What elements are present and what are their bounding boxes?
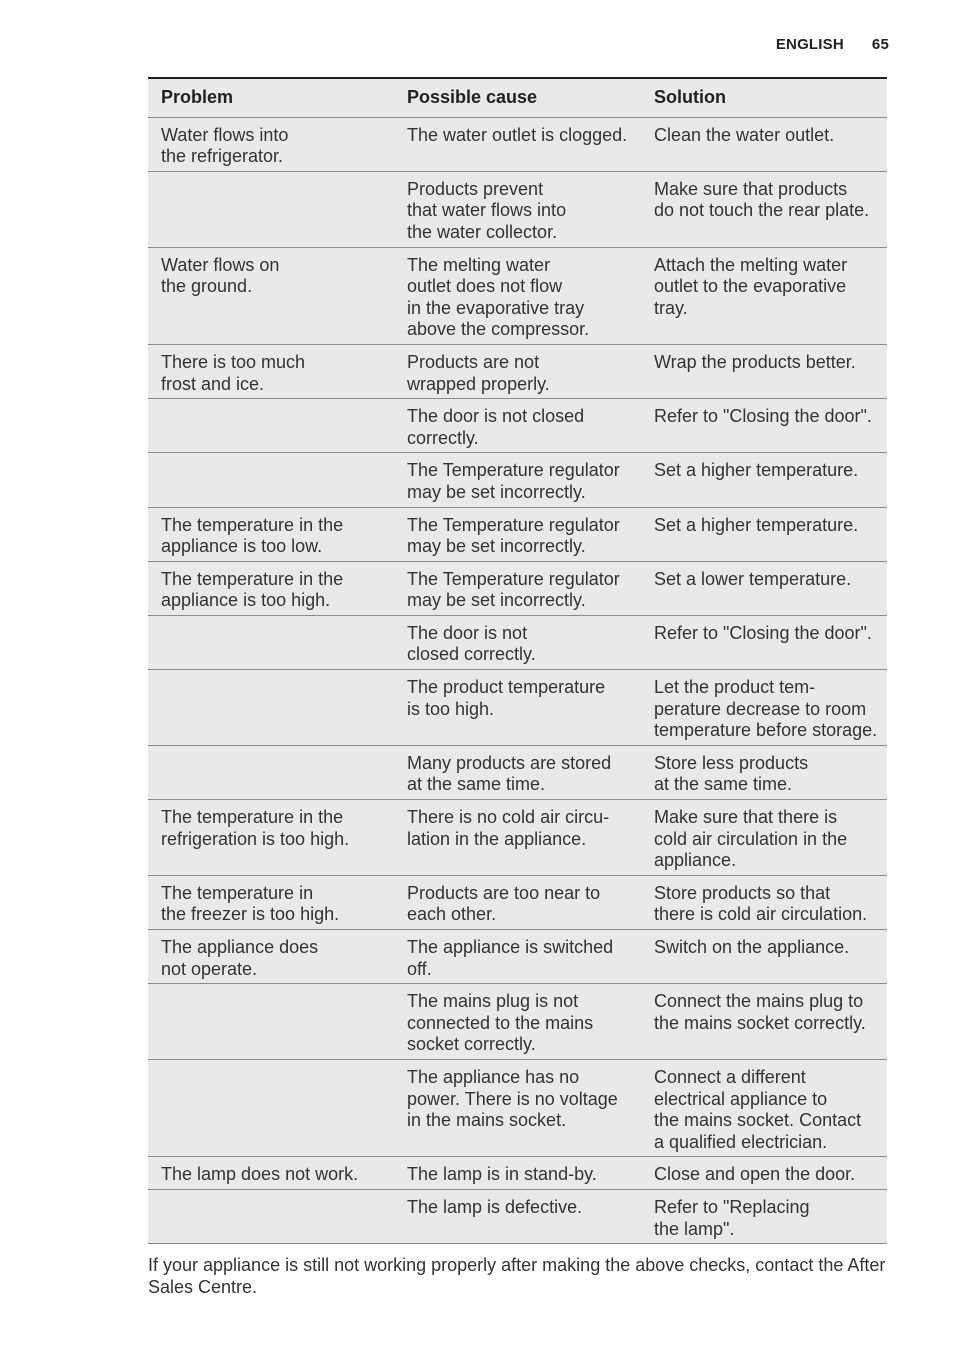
table-row <box>148 875 887 929</box>
solution-cell-text: Switch on the appliance. <box>654 937 850 957</box>
solution-cell-text: Set a higher temperature. <box>654 514 859 535</box>
solution-cell-text: Make sure that there is cold air circulation in the appliance. <box>654 807 848 871</box>
cause-cell-text: The door is not closed correctly. <box>407 406 585 448</box>
solution-cell <box>641 171 887 247</box>
cause-cell-text: Products are too near to each other. <box>407 882 601 925</box>
problem-cell <box>148 507 394 561</box>
cause-cell-text: The mains plug is not connected to the mains socket correctly. <box>407 991 594 1055</box>
problem-cell <box>148 344 394 398</box>
table-body <box>148 117 887 1244</box>
cause-cell-text: There is no cold air circu- lation in the appliance. <box>407 807 610 849</box>
problem-cell <box>148 561 394 615</box>
solution-cell-text: Let the product tem- perature decrease to room temperature before storage. <box>654 677 878 741</box>
solution-cell-text: Connect a different electrical appliance to the mains socket. Contact a qualified electrician. <box>654 1066 862 1152</box>
solution-cell <box>641 453 887 507</box>
solution-cell-text: Connect the mains plug to the mains socket correctly. <box>654 991 866 1033</box>
solution-cell-text: Set a lower temperature. <box>654 568 852 589</box>
problem-cell <box>148 1189 394 1243</box>
problem-cell <box>148 615 394 669</box>
table-row <box>148 453 887 507</box>
cause-cell-text: The product temperature is too high. <box>407 677 606 719</box>
cause-cell <box>394 247 641 344</box>
solution-cell <box>641 399 887 453</box>
solution-cell <box>641 670 887 746</box>
table-row <box>148 344 887 398</box>
page-number: 65 <box>871 36 889 53</box>
cause-cell-text: Products are not wrapped properly. <box>407 351 550 394</box>
solution-cell <box>641 344 887 398</box>
table-row <box>148 399 887 453</box>
problem-cell <box>148 171 394 247</box>
solution-cell <box>641 1059 887 1156</box>
solution-cell-text: Store products so that there is cold air circulation. <box>654 882 868 925</box>
cause-cell <box>394 615 641 669</box>
troubleshooting-table-container <box>148 77 887 1244</box>
solution-cell <box>641 1157 887 1190</box>
problem-cell-text: The lamp does not work. <box>161 1164 359 1185</box>
problem-cell <box>148 875 394 929</box>
cause-cell <box>394 800 641 876</box>
problem-cell <box>148 670 394 746</box>
cause-cell-text: The Temperature regulator may be set incorrectly. <box>407 514 620 557</box>
cause-cell <box>394 561 641 615</box>
cause-cell <box>394 670 641 746</box>
cause-cell <box>394 507 641 561</box>
table-row <box>148 615 887 669</box>
problem-cell <box>148 1157 394 1190</box>
language-label: ENGLISH <box>775 36 844 53</box>
cause-cell <box>394 453 641 507</box>
table-row <box>148 1059 887 1156</box>
table-header-row <box>148 78 887 117</box>
problem-cell <box>148 930 394 984</box>
footer-note: If your appliance is still not working properly after making the above checks, contact the After Sales Centre. <box>148 1255 886 1297</box>
table-row <box>148 930 887 984</box>
table-row <box>148 117 887 171</box>
problem-cell <box>148 453 394 507</box>
cause-cell-text: The appliance is switched off. <box>407 937 614 979</box>
cause-cell <box>394 745 641 799</box>
cause-cell-text: The Temperature regulator may be set incorrectly. <box>407 568 620 611</box>
solution-cell-text: Store less products at the same time. <box>654 752 809 795</box>
cause-cell-text: The lamp is in stand-by. <box>407 1164 597 1185</box>
column-header-problem: Problem <box>161 87 234 107</box>
solution-cell-text: Refer to "Replacing the lamp". <box>654 1196 810 1239</box>
solution-cell <box>641 561 887 615</box>
column-header-possible-cause: Possible cause <box>407 87 538 107</box>
cause-cell <box>394 875 641 929</box>
problem-cell-text: The appliance does not operate. <box>161 937 319 979</box>
table-row <box>148 507 887 561</box>
problem-cell-text: The temperature in the refrigeration is too high. <box>161 807 350 849</box>
cause-cell-text: The Temperature regulator may be set incorrectly. <box>407 460 620 502</box>
problem-cell-text: The temperature in the appliance is too low. <box>161 514 344 557</box>
cause-cell-text: The melting water outlet does not flow in the evaporative tray above the compressor. <box>407 254 590 340</box>
problem-cell <box>148 984 394 1060</box>
solution-cell <box>641 247 887 344</box>
cause-cell-text: Products prevent that water flows into the water collector. <box>407 178 567 242</box>
solution-cell <box>641 745 887 799</box>
table-row <box>148 1157 887 1190</box>
table-row <box>148 561 887 615</box>
solution-cell <box>641 984 887 1060</box>
cause-cell-text: Many products are stored at the same time. <box>407 752 612 795</box>
cause-cell <box>394 117 641 171</box>
table-row <box>148 1189 887 1243</box>
solution-cell-text: Close and open the door. <box>654 1164 856 1185</box>
cause-cell <box>394 930 641 984</box>
problem-cell-text: There is too much frost and ice. <box>161 351 306 394</box>
solution-cell <box>641 1189 887 1243</box>
solution-cell <box>641 800 887 876</box>
table-row <box>148 984 887 1060</box>
cause-cell <box>394 1059 641 1156</box>
table-row <box>148 745 887 799</box>
table-row <box>148 171 887 247</box>
solution-cell <box>641 615 887 669</box>
table-row <box>148 247 887 344</box>
problem-cell <box>148 247 394 344</box>
problem-cell-text: The temperature in the freezer is too high. <box>161 882 340 925</box>
cause-cell-text: The lamp is defective. <box>407 1196 583 1217</box>
solution-cell <box>641 117 887 171</box>
problem-cell-text: Water flows into the refrigerator. <box>161 124 289 167</box>
solution-cell-text: Wrap the products better. <box>654 351 856 372</box>
cause-cell <box>394 984 641 1060</box>
solution-cell-text: Make sure that products do not touch the rear plate. <box>654 178 870 221</box>
cause-cell-text: The door is not closed correctly. <box>407 622 536 665</box>
problem-cell <box>148 399 394 453</box>
solution-cell-text: Set a higher temperature. <box>654 460 859 481</box>
problem-cell-text: Water flows on the ground. <box>161 254 280 297</box>
solution-cell-text: Refer to "Closing the door". <box>654 622 872 643</box>
solution-cell <box>641 507 887 561</box>
page-header <box>776 36 889 53</box>
solution-cell <box>641 875 887 929</box>
cause-cell <box>394 1189 641 1243</box>
problem-cell-text: The temperature in the appliance is too high. <box>161 568 344 611</box>
solution-cell-text: Refer to "Closing the door". <box>654 406 872 427</box>
table-row <box>148 800 887 876</box>
troubleshooting-table <box>148 77 887 1244</box>
cause-cell <box>394 171 641 247</box>
solution-cell-text: Attach the melting water outlet to the evaporative tray. <box>654 254 848 318</box>
problem-cell <box>148 1059 394 1156</box>
solution-cell-text: Clean the water outlet. <box>654 124 835 145</box>
cause-cell <box>394 344 641 398</box>
problem-cell <box>148 117 394 171</box>
cause-cell-text: The water outlet is clogged. <box>407 124 628 145</box>
solution-cell <box>641 930 887 984</box>
column-header-solution: Solution <box>654 87 726 107</box>
cause-cell <box>394 399 641 453</box>
problem-cell <box>148 745 394 799</box>
cause-cell-text: The appliance has no power. There is no voltage in the mains socket. <box>407 1066 618 1131</box>
problem-cell <box>148 800 394 876</box>
cause-cell <box>394 1157 641 1190</box>
table-row <box>148 670 887 746</box>
